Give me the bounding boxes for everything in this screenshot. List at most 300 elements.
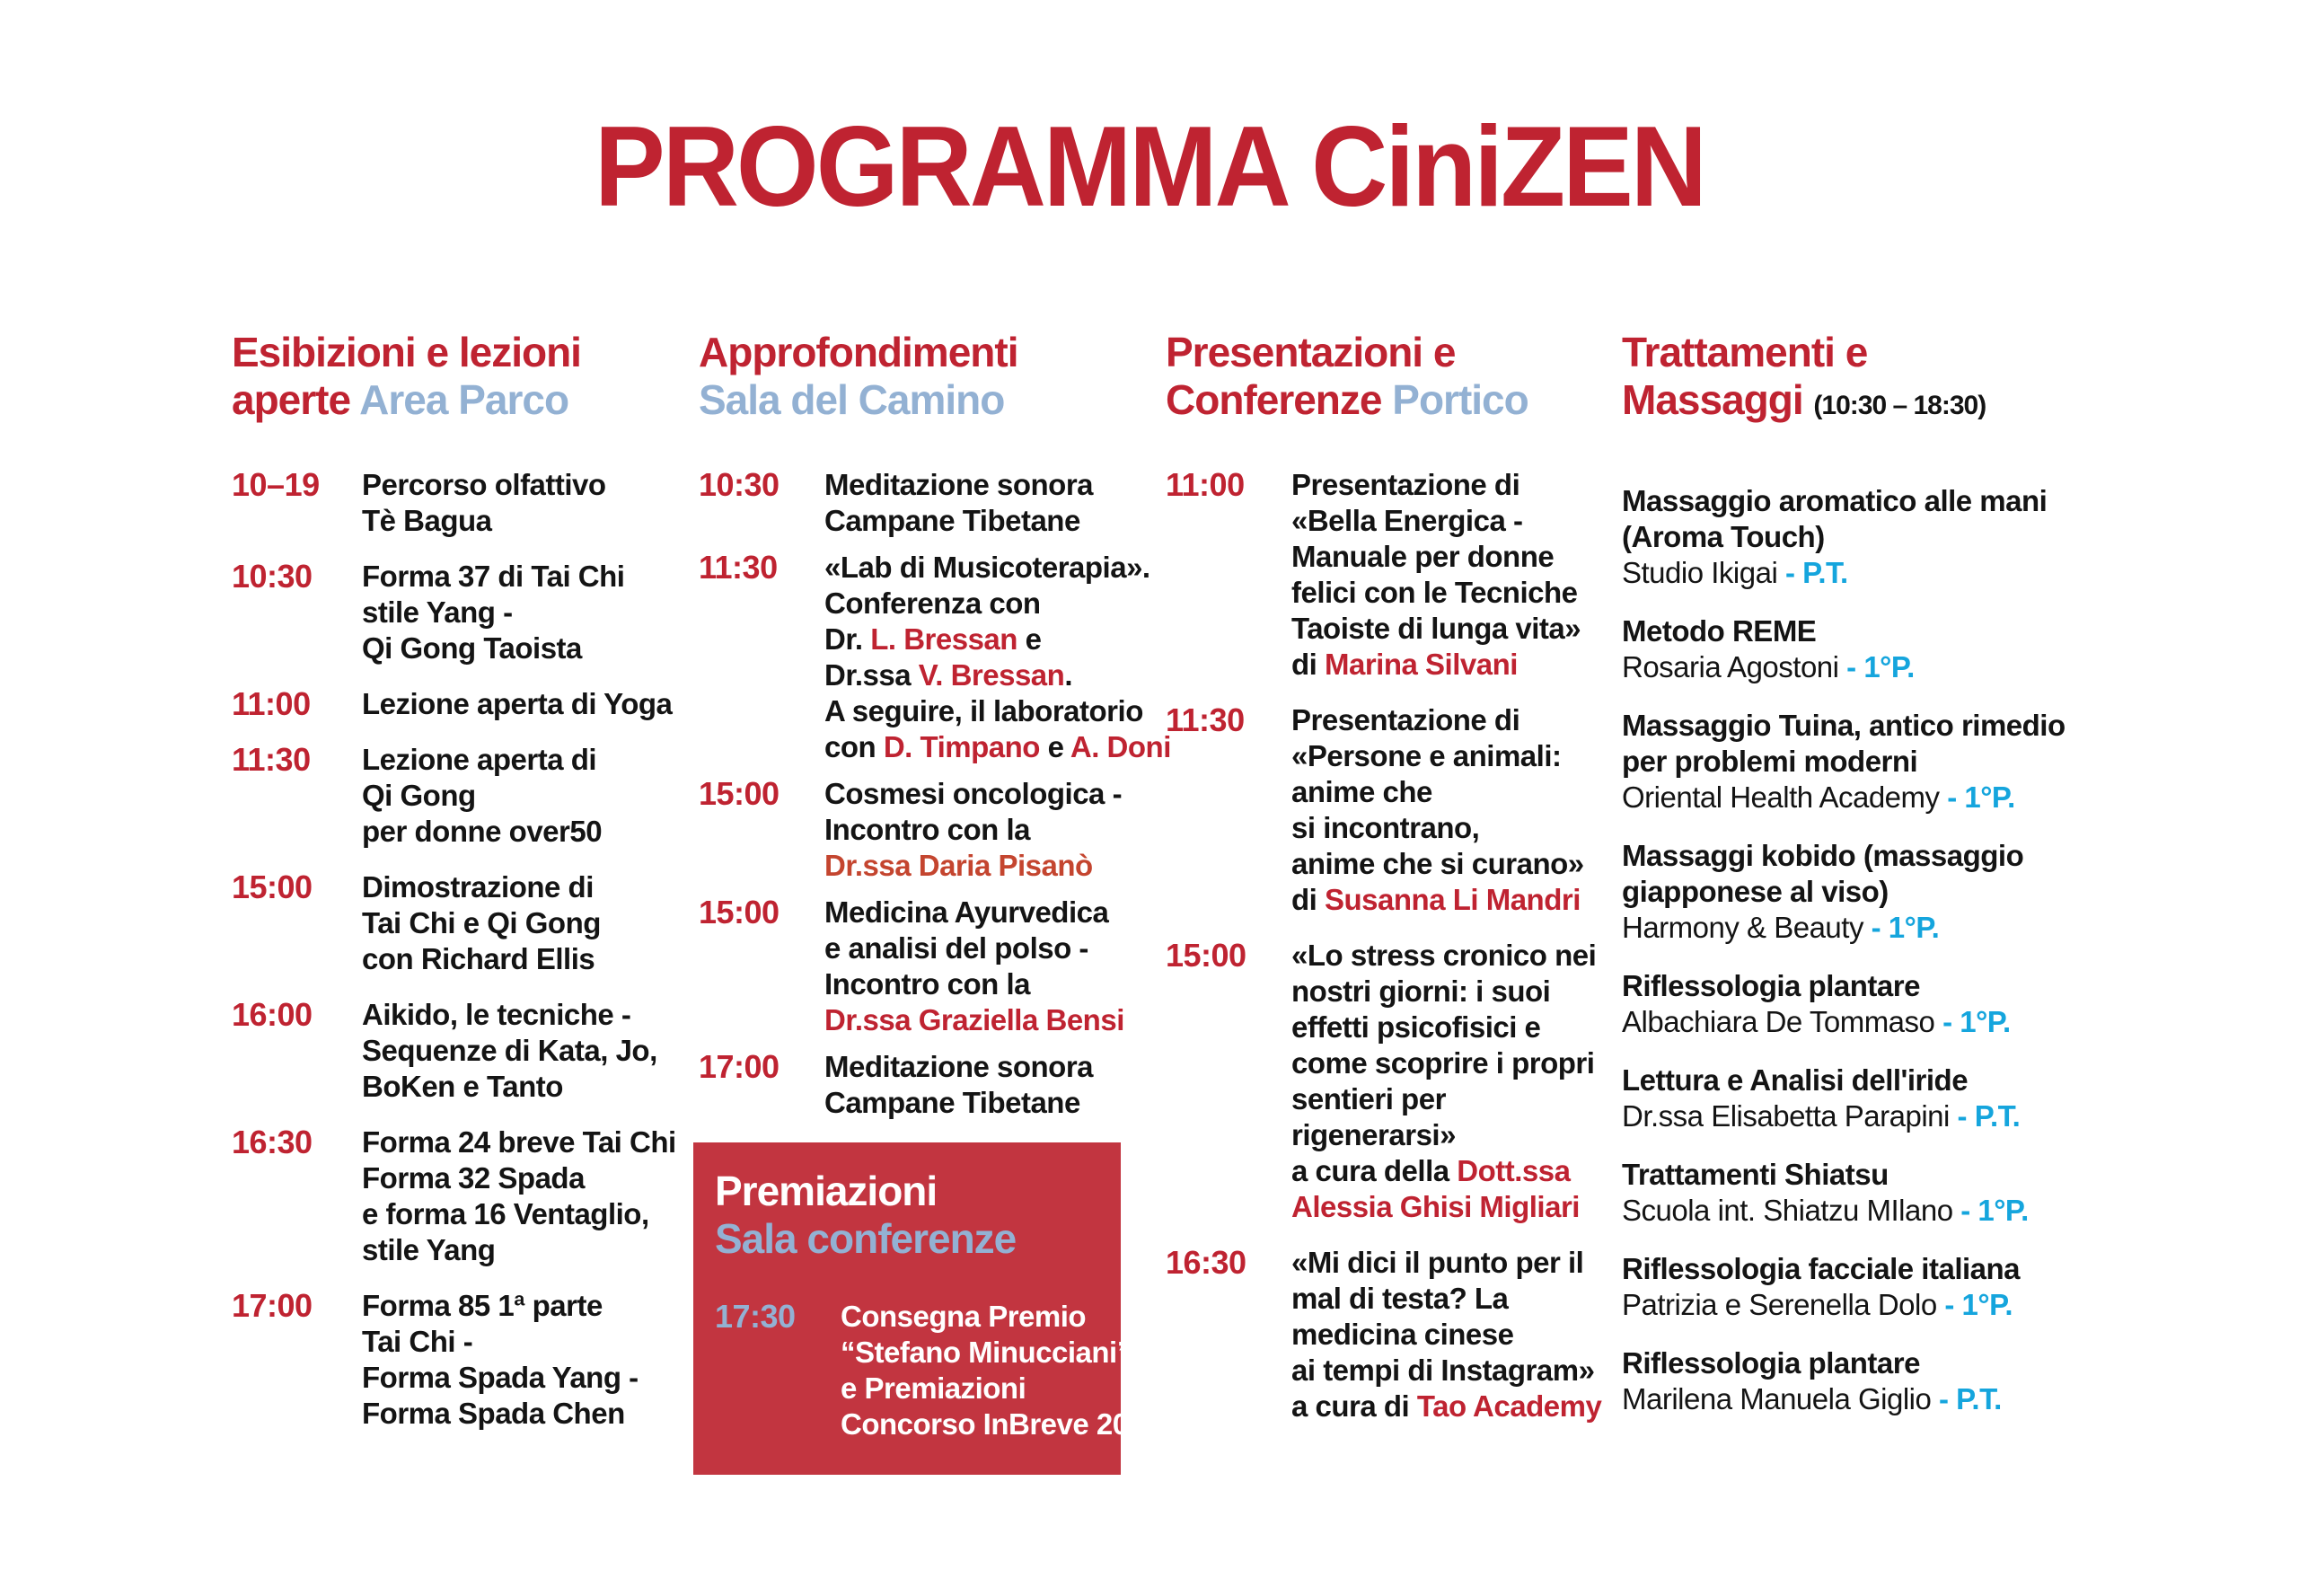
event-time: 11:00 — [232, 685, 311, 722]
text-segment: anime che si curano» — [1291, 847, 1584, 880]
text-line — [1291, 1353, 1601, 1389]
text-line — [1291, 1389, 1601, 1424]
column-header-trattamenti — [1622, 329, 2143, 429]
text-line — [1622, 1193, 2143, 1229]
text-segment: (Aroma Touch) — [1622, 520, 1825, 553]
text-line — [1291, 503, 1588, 539]
text-segment: Forma 32 Spada — [362, 1161, 585, 1195]
text-line — [824, 622, 1171, 657]
text-line — [841, 1335, 1160, 1371]
text-segment: Tai Chi - — [362, 1325, 473, 1358]
column-header-line — [699, 329, 1130, 376]
text-segment: Presentazione di — [1291, 468, 1520, 501]
event-time: 11:30 — [699, 549, 778, 586]
text-segment: medicina cinese — [1291, 1318, 1514, 1351]
text-line — [1291, 882, 1588, 918]
event-item — [1166, 1244, 1602, 1424]
text-line — [1291, 1317, 1601, 1353]
text-segment: Massaggio Tuina, antico rimedio — [1622, 709, 2066, 742]
text-segment: Esibizioni e lezioni — [232, 329, 581, 375]
column-presentazioni — [1166, 329, 1602, 1444]
text-line — [1622, 1287, 2143, 1323]
text-segment: Incontro con la — [824, 967, 1031, 1001]
text-segment: effetti psicofisici e — [1291, 1010, 1541, 1044]
text-segment: Campane Tibetane — [824, 1086, 1080, 1119]
text-line — [362, 778, 636, 814]
text-segment: Sala conferenze — [715, 1215, 1017, 1262]
text-segment: Tè Bagua — [362, 504, 492, 537]
text-line — [1291, 1081, 1596, 1117]
text-segment: giapponese al viso) — [1622, 875, 1889, 908]
text-segment: Dr.ssa Daria Pisanò — [824, 849, 1093, 882]
text-line — [362, 559, 636, 595]
award-box-header — [715, 1168, 1099, 1263]
event-item — [1166, 937, 1597, 1225]
event-time: 16:00 — [232, 996, 313, 1033]
event-list — [232, 466, 676, 1432]
event-description — [824, 776, 1130, 884]
text-line — [824, 729, 1171, 765]
text-line — [841, 1371, 1160, 1406]
event-item — [232, 1287, 639, 1432]
event-description — [362, 1124, 676, 1268]
event-time: 11:00 — [1166, 466, 1245, 503]
text-line — [1291, 1189, 1596, 1225]
event-time: 16:30 — [232, 1124, 313, 1160]
text-segment: stile Yang — [362, 1233, 496, 1266]
text-line — [824, 1085, 1130, 1121]
event-item — [699, 776, 1130, 884]
text-line — [1291, 810, 1588, 846]
text-segment: «Bella Energica - — [1291, 504, 1523, 537]
text-segment: e — [1039, 730, 1070, 763]
page-title: PROGRAMMA CiniZEN — [595, 102, 1704, 232]
text-line — [362, 814, 636, 850]
column-header-line — [1622, 329, 2143, 376]
event-time: 17:00 — [699, 1048, 780, 1085]
text-line — [824, 693, 1171, 729]
text-line — [362, 1288, 639, 1324]
text-segment: Presentazione di — [1291, 703, 1520, 736]
text-segment: Tao Academy — [1416, 1389, 1602, 1423]
text-line — [824, 776, 1130, 812]
text-line — [362, 630, 636, 666]
column-header-line — [1622, 376, 2143, 429]
column-header-approfondimenti — [699, 329, 1130, 424]
text-segment: Dr.ssa Elisabetta Parapini — [1622, 1099, 1958, 1133]
text-segment: Aikido, le tecniche - — [362, 998, 631, 1031]
text-segment: per problemi moderni — [1622, 745, 1918, 778]
event-time: 10:30 — [232, 558, 313, 595]
text-segment: nostri giorni: i suoi — [1291, 974, 1551, 1008]
text-line — [841, 1299, 1160, 1335]
text-line — [1291, 774, 1588, 810]
text-line — [824, 848, 1130, 884]
text-segment: . — [1064, 658, 1072, 692]
text-line — [824, 503, 1130, 539]
text-line — [1622, 1157, 2143, 1193]
text-segment: mal di testa? La — [1291, 1282, 1509, 1315]
text-line — [824, 1002, 1130, 1038]
text-segment: a cura della — [1291, 1154, 1458, 1187]
text-segment: Conferenza con — [824, 586, 1041, 620]
text-segment: V. Bressan — [918, 658, 1065, 692]
text-line — [1622, 483, 2143, 519]
column-header-line — [699, 376, 1130, 424]
column-header-line — [232, 376, 636, 424]
event-description — [841, 1299, 1160, 1442]
event-item — [232, 467, 636, 539]
text-line — [1622, 874, 2143, 910]
text-segment: «Mi dici il punto per il — [1291, 1246, 1584, 1279]
text-line — [362, 997, 657, 1033]
event-item — [1166, 467, 1588, 683]
treatment-group — [1622, 1157, 2143, 1229]
text-line — [1622, 910, 2143, 946]
text-segment: Patrizia e Serenella Dolo — [1622, 1288, 1945, 1321]
text-segment: Meditazione sonora — [824, 1050, 1094, 1083]
text-segment: Conferenze — [1166, 376, 1393, 423]
text-line — [1622, 744, 2143, 780]
text-segment: aperte — [232, 376, 360, 423]
event-description — [824, 467, 1130, 539]
text-line — [1291, 539, 1588, 575]
text-segment: - P.T. — [1939, 1382, 2002, 1415]
text-segment: e Premiazioni — [841, 1371, 1026, 1405]
text-line — [1622, 649, 2143, 685]
event-description — [362, 1288, 639, 1432]
event-time: 10–19 — [232, 466, 320, 503]
text-segment: Lezione aperta di Yoga — [362, 687, 673, 720]
text-segment: Approfondimenti — [699, 329, 1018, 375]
text-segment: Metodo REME — [1622, 614, 1817, 648]
text-segment: Taoiste di lunga vita» — [1291, 612, 1581, 645]
text-segment: - P.T. — [1957, 1099, 2021, 1133]
text-segment: - 1°P. — [1871, 911, 1940, 944]
text-line — [824, 895, 1130, 930]
text-line — [1291, 1045, 1596, 1081]
text-segment: Premiazioni — [715, 1168, 938, 1214]
text-segment: come scoprire i propri — [1291, 1046, 1595, 1080]
text-segment: - 1°P. — [1960, 1194, 2029, 1227]
text-segment: Meditazione sonora — [824, 468, 1094, 501]
text-line — [1291, 611, 1588, 647]
text-segment: Scuola int. Shiatzu MIlano — [1622, 1194, 1961, 1227]
text-segment: per donne over50 — [362, 815, 603, 848]
event-description — [1291, 1245, 1601, 1424]
event-description — [1291, 938, 1596, 1225]
text-segment: (10:30 – 18:30) — [1813, 391, 1986, 420]
column-header-line — [715, 1168, 1099, 1215]
text-segment: felici con le Tecniche — [1291, 576, 1578, 609]
text-segment: Percorso olfattivo — [362, 468, 606, 501]
text-line — [1291, 647, 1588, 683]
text-segment: Forma 37 di Tai Chi — [362, 560, 625, 593]
event-item — [232, 559, 636, 666]
text-line — [362, 905, 636, 941]
text-segment: Susanna Li Mandri — [1325, 883, 1581, 916]
text-segment: Area Parco — [359, 376, 569, 423]
text-line — [841, 1406, 1160, 1442]
text-segment: Medicina Ayurvedica — [824, 895, 1109, 929]
text-line — [1622, 968, 2143, 1004]
text-segment: Incontro con la — [824, 813, 1031, 846]
text-segment: Dimostrazione di — [362, 870, 594, 904]
text-segment: Albachiara De Tommaso — [1622, 1005, 1943, 1038]
text-segment: Campane Tibetane — [824, 504, 1080, 537]
event-item — [232, 742, 636, 850]
event-time: 11:30 — [232, 741, 311, 778]
text-segment: a cura di — [1291, 1389, 1417, 1423]
text-line — [1622, 1345, 2143, 1381]
text-segment: Concorso InBreve 2025 — [841, 1407, 1161, 1441]
text-segment: Dott.ssa — [1457, 1154, 1571, 1187]
text-segment: e forma 16 Ventaglio, — [362, 1197, 649, 1230]
text-line — [1622, 613, 2143, 649]
text-line — [1622, 1381, 2143, 1417]
text-segment: “Stefano Minucciani” — [841, 1336, 1132, 1369]
text-segment: Portico — [1392, 376, 1528, 423]
event-time: 15:00 — [699, 894, 780, 930]
text-segment: - P.T. — [1784, 556, 1848, 589]
text-line — [1622, 519, 2143, 555]
text-segment: Sala del Camino — [699, 376, 1005, 423]
text-segment: anime che — [1291, 775, 1432, 808]
text-line — [362, 1033, 657, 1069]
event-item — [699, 1049, 1130, 1121]
text-segment: stile Yang - — [362, 595, 513, 629]
text-line — [362, 595, 636, 630]
event-time: 16:30 — [1166, 1244, 1246, 1281]
text-segment: Cosmesi oncologica - — [824, 777, 1123, 810]
event-item — [232, 685, 673, 722]
event-description — [362, 686, 672, 722]
text-segment: Trattamenti Shiatsu — [1622, 1158, 1889, 1191]
text-line — [1291, 575, 1588, 611]
event-description — [362, 559, 636, 666]
text-segment: Consegna Premio — [841, 1300, 1087, 1333]
text-segment: Forma Spada Chen — [362, 1397, 625, 1430]
text-segment: di — [1291, 883, 1325, 916]
event-description — [1291, 467, 1588, 683]
text-line — [362, 941, 636, 977]
text-line — [1622, 1063, 2143, 1098]
text-segment: - 1°P. — [1947, 780, 2015, 814]
text-line — [1291, 738, 1588, 774]
text-line — [362, 503, 636, 539]
text-segment: L. Bressan — [870, 622, 1017, 656]
text-segment: sentieri per — [1291, 1082, 1446, 1115]
text-segment: Tai Chi e Qi Gong — [362, 906, 601, 939]
text-segment: Marina Silvani — [1325, 648, 1518, 681]
event-item — [715, 1298, 1161, 1442]
treatment-group — [1622, 838, 2143, 946]
text-line — [1291, 846, 1588, 882]
text-segment: A seguire, il laboratorio — [824, 694, 1143, 727]
text-segment: e — [1017, 622, 1042, 656]
column-header-esibizioni — [232, 329, 636, 424]
text-line — [1622, 780, 2143, 816]
text-line — [1622, 1251, 2143, 1287]
text-line — [1291, 1245, 1601, 1281]
event-item — [699, 549, 1171, 765]
text-segment: Qi Gong — [362, 779, 476, 812]
text-line — [824, 657, 1171, 693]
text-line — [1291, 1010, 1596, 1045]
text-line — [362, 742, 636, 778]
event-item — [699, 895, 1130, 1038]
event-item — [699, 467, 1130, 539]
event-time: 15:00 — [1166, 937, 1246, 974]
event-description — [362, 997, 657, 1105]
treatment-group — [1622, 1063, 2143, 1134]
text-segment: Lezione aperta di — [362, 743, 597, 776]
event-list — [1166, 466, 1602, 1424]
text-segment: si incontrano, — [1291, 811, 1480, 844]
text-segment: Riflessologia plantare — [1622, 1346, 1920, 1380]
text-line — [1622, 1004, 2143, 1040]
text-line — [824, 812, 1130, 848]
text-segment: Lettura e Analisi dell'iride — [1622, 1063, 1969, 1097]
text-segment: BoKen e Tanto — [362, 1070, 563, 1103]
text-segment: Massaggi kobido (massaggio — [1622, 839, 2024, 872]
text-line — [1291, 702, 1588, 738]
event-time: 10:30 — [699, 466, 780, 503]
text-segment: - 1°P. — [1944, 1288, 2013, 1321]
text-line — [362, 1232, 676, 1268]
text-line — [1291, 1153, 1596, 1189]
treatment-group — [1622, 1345, 2143, 1417]
column-header-line — [1166, 376, 1588, 424]
text-segment: Dr. — [824, 622, 871, 656]
event-time: 17:00 — [232, 1287, 313, 1324]
column-approfondimenti — [699, 329, 1171, 1475]
treatment-group — [1622, 708, 2143, 816]
text-segment: Dr.ssa — [824, 658, 919, 692]
text-segment: D. Timpano — [883, 730, 1040, 763]
text-segment: Massaggio aromatico alle mani — [1622, 484, 2048, 517]
event-description — [362, 742, 636, 850]
column-header-presentazioni — [1166, 329, 1588, 424]
text-line — [824, 1049, 1130, 1085]
text-line — [1291, 938, 1596, 974]
event-item — [232, 869, 636, 977]
text-line — [824, 966, 1130, 1002]
text-segment: Presentazioni e — [1166, 329, 1456, 375]
text-segment: Sequenze di Kata, Jo, — [362, 1034, 657, 1067]
text-line — [824, 550, 1171, 586]
text-segment: «Lab di Musicoterapia». — [824, 551, 1150, 584]
text-line — [362, 1196, 676, 1232]
text-line — [362, 1160, 676, 1196]
text-line — [362, 467, 636, 503]
text-segment: Forma Spada Yang - — [362, 1361, 639, 1394]
column-header-line — [1166, 329, 1588, 376]
text-line — [824, 586, 1171, 622]
text-segment: «Lo stress cronico nei — [1291, 939, 1597, 972]
event-time: 15:00 — [232, 869, 313, 905]
text-segment: Dr.ssa Graziella Bensi — [824, 1003, 1124, 1036]
text-line — [362, 1360, 639, 1396]
text-line — [824, 467, 1130, 503]
text-segment: con — [824, 730, 884, 763]
award-box — [693, 1142, 1161, 1475]
text-segment: Oriental Health Academy — [1622, 780, 1948, 814]
text-segment: «Persone e animali: — [1291, 739, 1562, 772]
event-time: 11:30 — [1166, 701, 1245, 738]
text-segment: Alessia Ghisi Migliari — [1291, 1190, 1580, 1223]
text-segment: Harmony & Beauty — [1622, 911, 1872, 944]
event-description — [362, 467, 636, 539]
text-segment: Trattamenti e — [1622, 329, 1868, 375]
event-list — [699, 466, 1171, 1121]
text-segment: Studio Ikigai — [1622, 556, 1785, 589]
treatment-group — [1622, 613, 2143, 685]
text-segment: Massaggi — [1622, 376, 1814, 423]
text-line — [1622, 838, 2143, 874]
text-line — [1291, 1281, 1601, 1317]
text-line — [1622, 555, 2143, 591]
event-description — [824, 1049, 1130, 1121]
treatment-group — [1622, 483, 2143, 591]
event-description — [824, 550, 1171, 765]
text-segment: rigenerarsi» — [1291, 1118, 1456, 1151]
event-description — [824, 895, 1130, 1038]
text-segment: A. Doni — [1070, 730, 1171, 763]
text-line — [362, 1396, 639, 1432]
text-segment: - 1°P. — [1942, 1005, 2011, 1038]
column-header-line — [232, 329, 636, 376]
column-esibizioni — [232, 329, 676, 1451]
text-segment: Rosaria Agostoni — [1622, 650, 1847, 683]
text-segment: Manuale per donne — [1291, 540, 1555, 573]
text-segment: Forma 24 breve Tai Chi — [362, 1125, 676, 1159]
text-line — [1622, 708, 2143, 744]
text-line — [1291, 974, 1596, 1010]
event-item — [232, 996, 657, 1105]
text-segment: e analisi del polso - — [824, 931, 1088, 965]
event-item — [232, 1124, 676, 1268]
column-header-line — [715, 1215, 1099, 1263]
text-line — [362, 686, 672, 722]
column-trattamenti — [1622, 329, 2143, 1440]
text-line — [362, 869, 636, 905]
text-segment: con Richard Ellis — [362, 942, 595, 975]
text-segment: ai tempi di Instagram» — [1291, 1354, 1595, 1387]
event-time: 15:00 — [699, 775, 780, 812]
text-line — [362, 1324, 639, 1360]
text-line — [1291, 467, 1588, 503]
text-segment: Riflessologia plantare — [1622, 969, 1920, 1002]
text-segment: Riflessologia facciale italiana — [1622, 1252, 2021, 1285]
text-segment: - 1°P. — [1846, 650, 1915, 683]
event-item — [1166, 702, 1588, 918]
event-description — [362, 869, 636, 977]
text-segment: di — [1291, 648, 1325, 681]
event-time: 17:30 — [715, 1298, 796, 1335]
treatment-list — [1622, 483, 2143, 1417]
text-segment: Forma 85 1ª parte — [362, 1289, 603, 1322]
treatment-group — [1622, 1251, 2143, 1323]
text-line — [1291, 1117, 1596, 1153]
treatment-group — [1622, 968, 2143, 1040]
text-segment: Qi Gong Taoista — [362, 631, 582, 665]
text-line — [824, 930, 1130, 966]
text-segment: Marilena Manuela Giglio — [1622, 1382, 1940, 1415]
text-line — [1622, 1098, 2143, 1134]
text-line — [362, 1069, 657, 1105]
text-line — [362, 1124, 676, 1160]
